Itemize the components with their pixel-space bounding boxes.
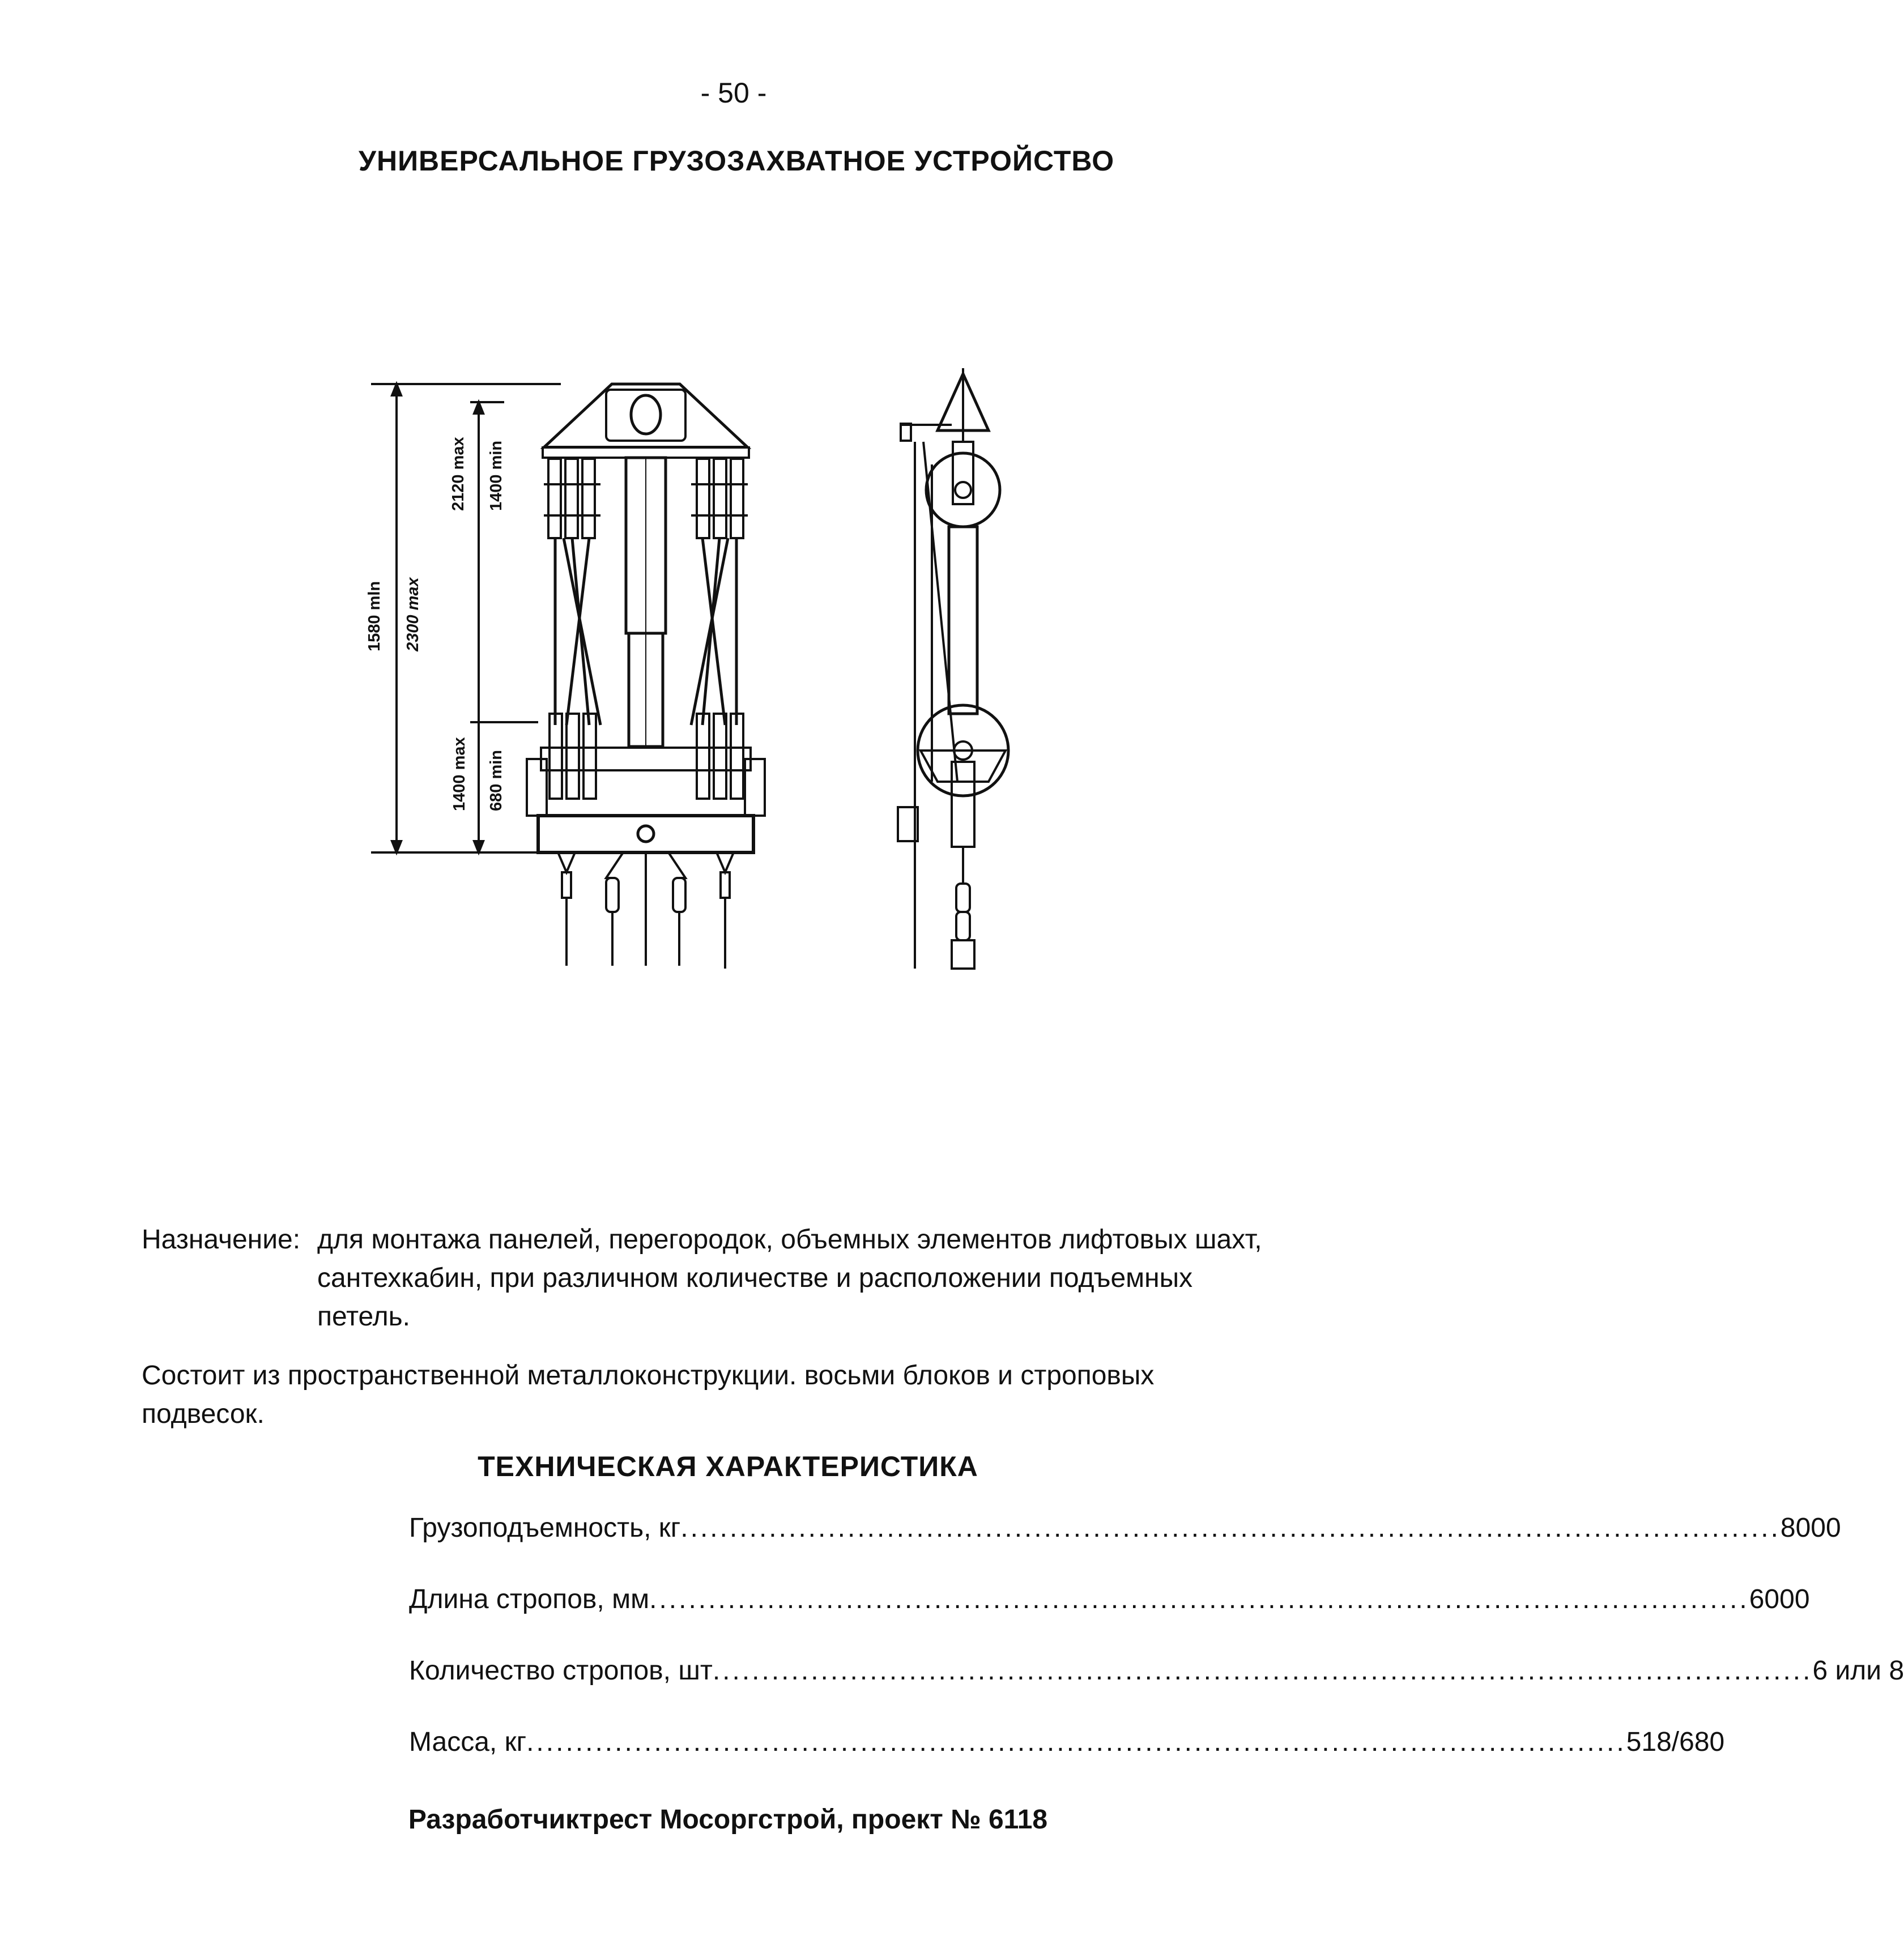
purpose-label: Назначение:	[142, 1225, 301, 1255]
dimension-upper-min: 1400 min	[487, 440, 505, 511]
side-view-drawing	[898, 368, 1008, 969]
spec-row	[409, 1512, 1841, 1584]
dimension-outer-min: 1580 mln	[365, 581, 384, 651]
spec-value: 6000	[1749, 1584, 1810, 1614]
spec-label: Масса, кг	[409, 1727, 527, 1757]
dimension-lower-min: 680 min	[487, 750, 505, 811]
spec-label: Длина стропов, мм	[409, 1584, 650, 1614]
spec-row	[409, 1655, 1904, 1726]
leader-dots: ................................................................................................................	[712, 1656, 1813, 1686]
spec-value: 518/680	[1626, 1727, 1725, 1757]
spec-heading: ТЕХНИЧЕСКАЯ ХАРАКТЕРИСТИКА	[478, 1451, 978, 1482]
dimension-upper-max: 2120 max	[449, 437, 467, 511]
spec-value: 6 или 8	[1812, 1656, 1904, 1686]
leader-dots: ................................................................................................................	[526, 1727, 1626, 1757]
page-number: - 50 -	[700, 77, 767, 109]
leader-dots: ................................................................................................................	[649, 1584, 1749, 1614]
device-drawings	[340, 351, 1076, 980]
spec-label: Количество стропов, шт	[409, 1656, 713, 1686]
purpose-text: для монтажа панелей, перегородок, объемных элементов лифтовых шахт, сантехкабин, при различном количестве и расположении подъемных петель.	[317, 1225, 1262, 1332]
dimension-outer-max: 2300 max	[404, 577, 422, 651]
document-title: УНИВЕРСАЛЬНОЕ ГРУЗОЗАХВАТНОЕ УСТРОЙСТВО	[358, 145, 1115, 177]
developer-footer: Разработчиктрест Мосоргстрой, проект № 6118	[408, 1805, 1048, 1835]
spec-row	[409, 1726, 1725, 1798]
front-view-drawing	[371, 384, 765, 969]
spec-row	[409, 1584, 1810, 1655]
spec-list	[409, 1512, 1904, 1798]
dimension-lower-max: 1400 max	[450, 737, 468, 811]
composition-paragraph: Состоит из пространственной металлоконструкции. восьми блоков и строповых подвесок.	[142, 1361, 1155, 1429]
leader-dots: ................................................................................................................	[680, 1513, 1781, 1543]
spec-value: 8000	[1780, 1513, 1841, 1543]
spec-label: Грузоподъемность, кг	[409, 1513, 681, 1543]
